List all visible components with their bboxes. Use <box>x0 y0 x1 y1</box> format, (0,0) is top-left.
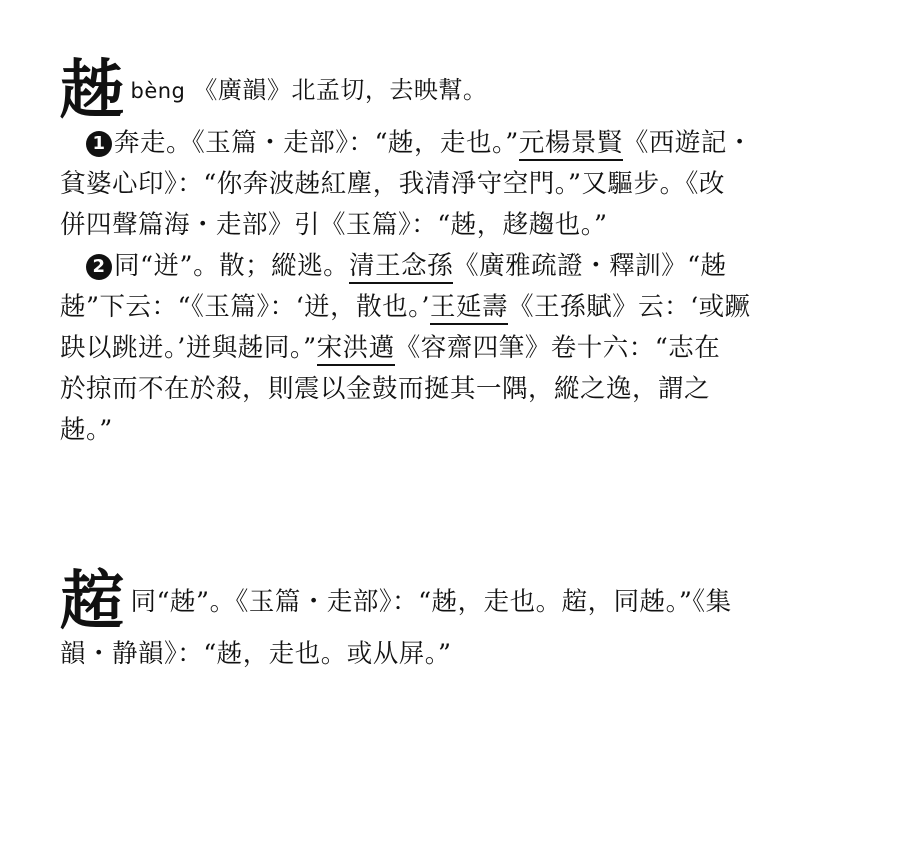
entry-header <box>60 53 850 128</box>
text-run: 《廣雅疏證・釋訓》“趀 <box>453 251 727 281</box>
sense-2-line-1 <box>60 246 850 287</box>
author-name: 楊景賢 <box>545 128 623 161</box>
text-run: 同“趀”。《玉篇・走部》：“趀，走也。趤，同趀。”《集 <box>130 587 732 617</box>
text-run: 趀”下云：“《玉篇》：‘迸，散也。’ <box>60 292 431 322</box>
entry-2-line-2: 韻・静韻》：“趀，走也。或从屏。” <box>60 639 452 669</box>
author-name: 洪邁 <box>343 333 395 366</box>
fanqie-reading: 《廣韻》北孟切，去映幫。 <box>193 76 488 104</box>
text-run: 趹以跳迸。’迸與趀同。” <box>60 333 317 363</box>
sense-2-line-3 <box>60 328 850 369</box>
text-run: 奔走。《玉篇・走部》：“趀，走也。” <box>114 128 519 158</box>
text-run: 同“迸”。散；縱逃。 <box>114 251 350 281</box>
author-name: 王念孫 <box>375 251 453 284</box>
sense-2-line-4: 於掠而不在於殺，則震以金鼓而挻其一隅，縱之逸，謂之 <box>60 374 711 404</box>
sense-1-line-1 <box>60 123 850 164</box>
sense-number-2: 2 <box>86 254 112 280</box>
sense-2-line-5: 趀。” <box>60 415 113 445</box>
dictionary-entry-variant <box>60 564 850 675</box>
sense-1-line-3: 併四聲篇海・走部》引《玉篇》：“趀，趍趨也。” <box>60 210 608 240</box>
headword: 趤 <box>60 564 125 639</box>
dynasty-name: 清 <box>349 251 375 284</box>
headword: 趀 <box>60 53 125 128</box>
entry-2-line-1 <box>60 564 850 639</box>
dynasty-name: 元 <box>519 128 545 161</box>
text-run: 《容齋四筆》卷十六：“志在 <box>394 333 721 363</box>
sense-2-line-2 <box>60 287 850 328</box>
author-name: 王延壽 <box>430 292 508 325</box>
dictionary-entry-beng <box>60 53 850 451</box>
text-run: 《王孫賦》云：‘或蹶 <box>508 292 751 322</box>
sense-number-1: 1 <box>86 131 112 157</box>
dynasty-name: 宋 <box>317 333 343 366</box>
pinyin: bèng <box>130 79 186 103</box>
sense-1-line-2: 貧婆心印》：“你奔波趀紅塵，我清淨守空門。”又驅步。《改 <box>60 169 725 199</box>
text-run: 《西遊記・ <box>622 128 753 158</box>
